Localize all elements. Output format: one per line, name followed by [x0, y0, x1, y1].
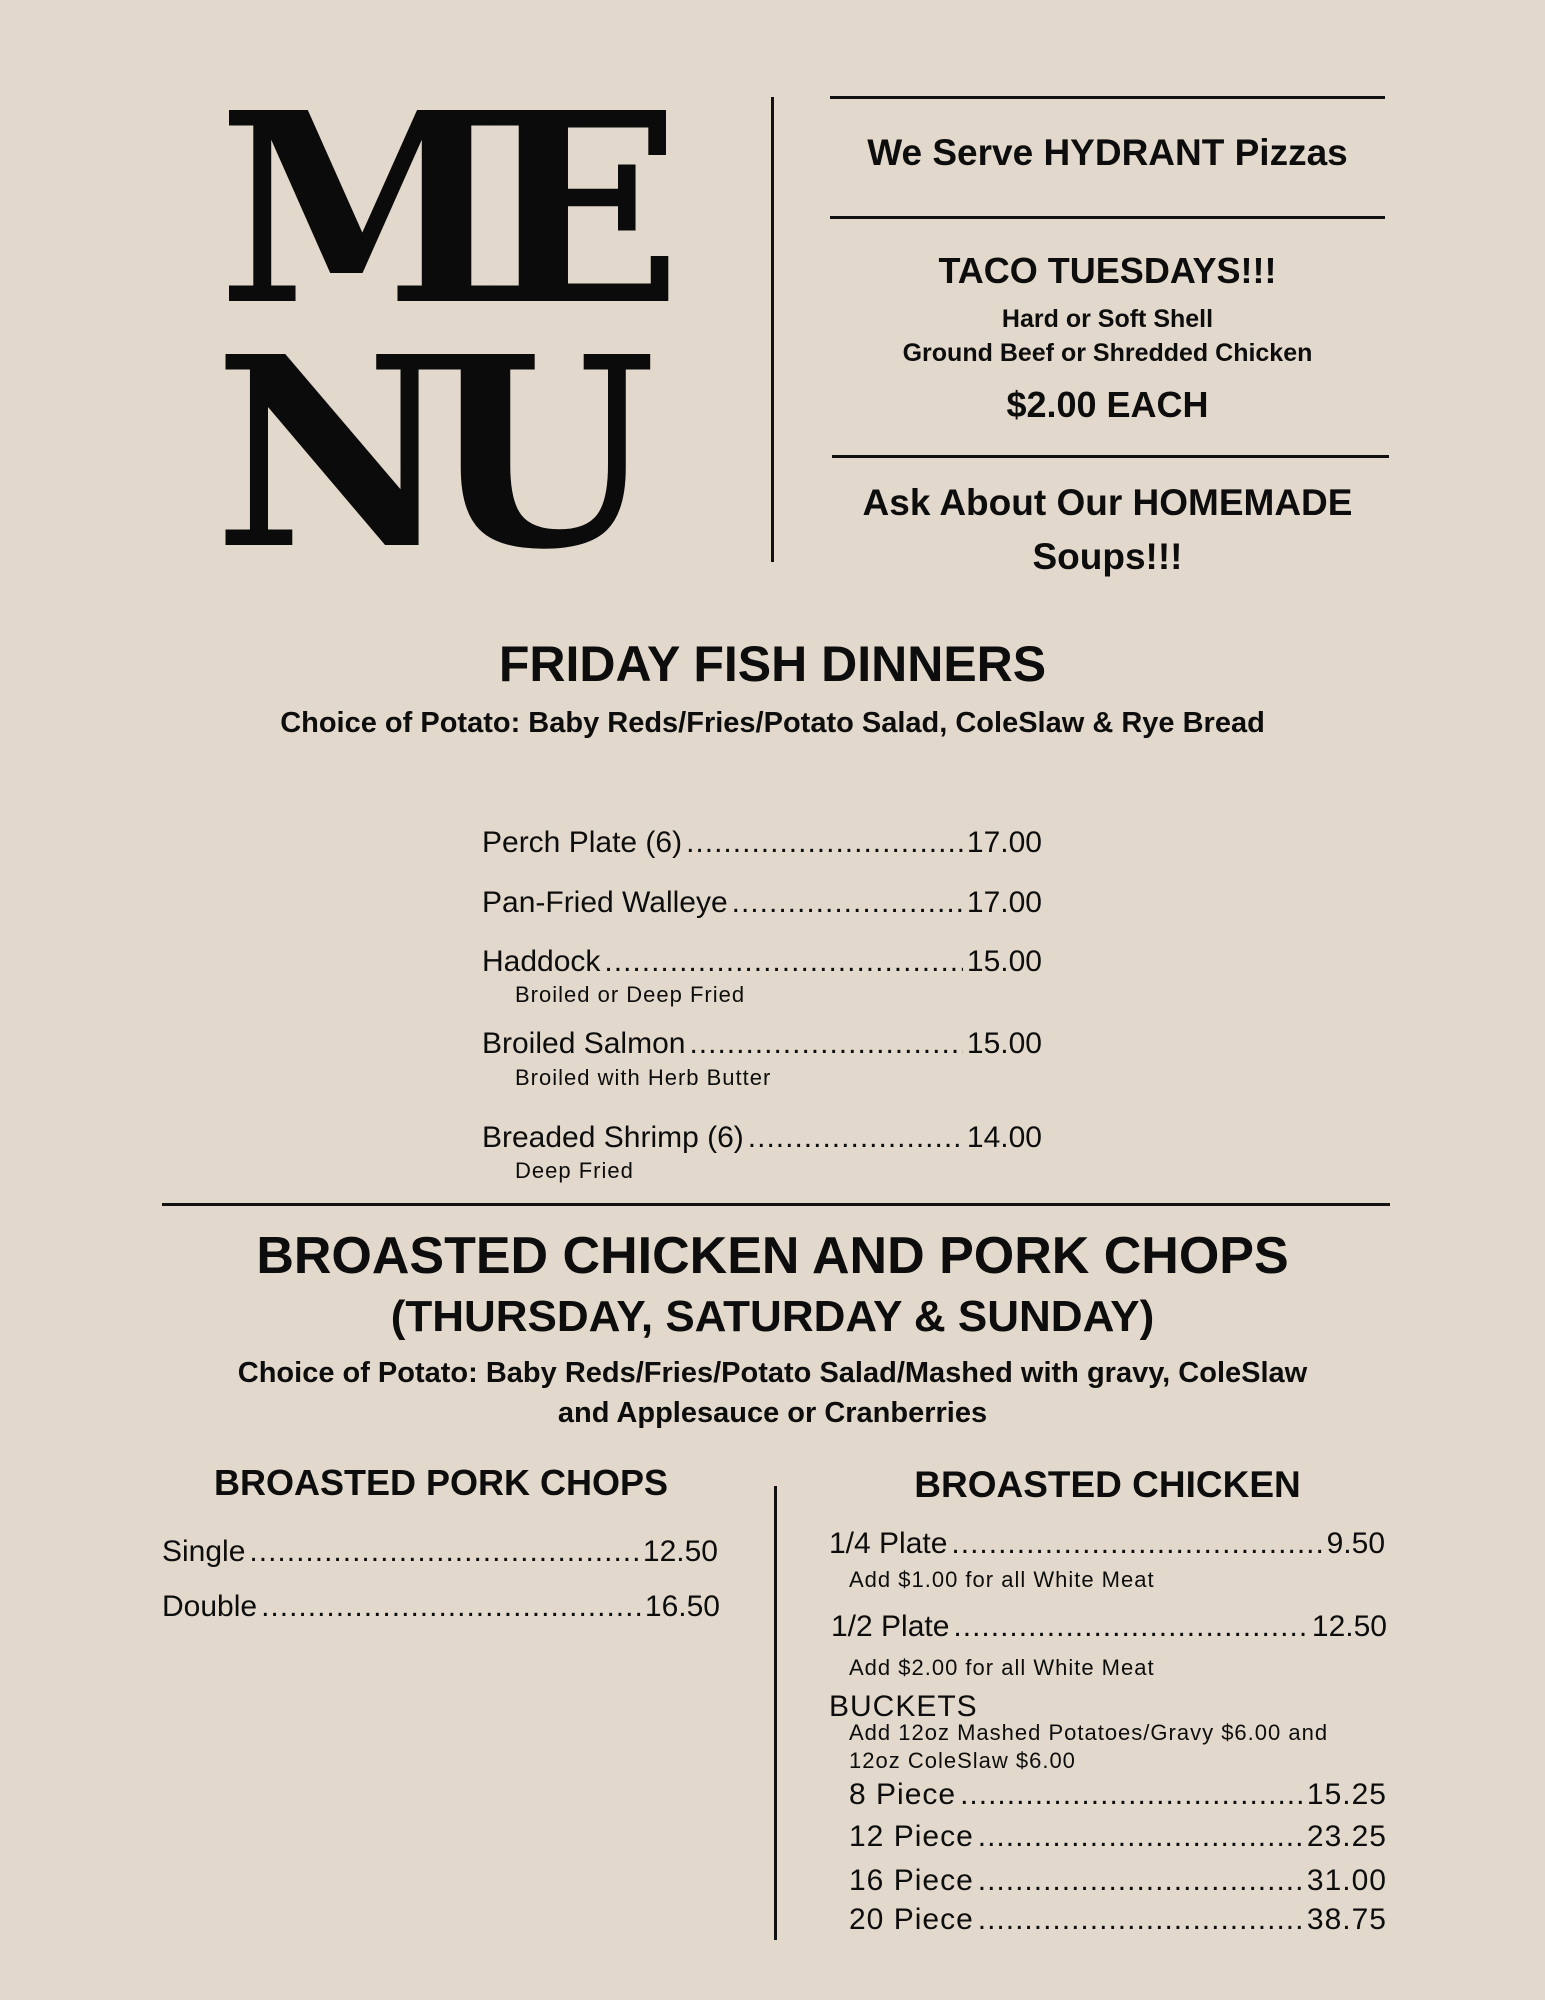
- item-price: 23.25: [1306, 1820, 1387, 1853]
- broasted-subtitle-line1: Choice of Potato: Baby Reds/Fries/Potato Salad/Mashed with gravy, ColeSlaw: [237, 1357, 1308, 1389]
- chicken-note-quarter: Add $1.00 for all White Meat: [849, 1567, 1155, 1592]
- column-divider: [774, 1486, 777, 1940]
- taco-shell: Hard or Soft Shell: [1001, 305, 1214, 333]
- menu-logo-line2: NU: [214, 299, 630, 607]
- item-price: 14.00: [966, 1121, 1042, 1154]
- header-divider: [771, 97, 774, 562]
- item-name: Perch Plate (6): [482, 826, 683, 859]
- leader-dots: [748, 1121, 963, 1155]
- fish-item-shrimp: [482, 1121, 1042, 1155]
- soups-promo-line2: Soups!!!: [1032, 536, 1183, 577]
- buckets-note-line1: Add 12oz Mashed Potatoes/Gravy $6.00 and: [849, 1720, 1329, 1745]
- promo-rule-2: [830, 216, 1385, 219]
- leader-dots: [978, 1864, 1303, 1898]
- buckets-title: BUCKETS: [829, 1690, 978, 1723]
- broasted-title: BROASTED CHICKEN AND PORK CHOPS: [256, 1227, 1289, 1285]
- item-price: 15.00: [966, 1027, 1042, 1060]
- broasted-subtitle-line2: and Applesauce or Cranberries: [557, 1397, 988, 1429]
- fish-item-haddock: [482, 945, 1042, 979]
- chicken-note-half: Add $2.00 for all White Meat: [849, 1655, 1155, 1680]
- fish-note-haddock: Broiled or Deep Fried: [515, 982, 746, 1007]
- pizza-promo: We Serve HYDRANT Pizzas: [867, 132, 1348, 173]
- leader-dots: [686, 826, 963, 860]
- item-name: 20 Piece: [849, 1903, 974, 1936]
- promo-rule-1: [830, 96, 1385, 99]
- item-name: 1/4 Plate: [829, 1527, 948, 1560]
- item-name: Breaded Shrimp (6): [482, 1121, 744, 1154]
- leader-dots: [951, 1527, 1322, 1561]
- item-name: 16 Piece: [849, 1864, 974, 1897]
- soups-promo-line1: Ask About Our HOMEMADE: [862, 482, 1353, 523]
- item-name: Double: [162, 1590, 258, 1623]
- buckets-note-line2: 12oz ColeSlaw $6.00: [849, 1748, 1076, 1773]
- item-price: 12.50: [642, 1535, 718, 1568]
- fish-title: FRIDAY FISH DINNERS: [498, 636, 1047, 692]
- bucket-item-8: [849, 1778, 1387, 1812]
- pork-item-double: [162, 1590, 720, 1624]
- item-price: 31.00: [1306, 1864, 1387, 1897]
- item-price: 9.50: [1326, 1527, 1385, 1560]
- leader-dots: [978, 1903, 1303, 1937]
- pork-title: BROASTED PORK CHOPS: [213, 1462, 669, 1503]
- fish-subtitle: Choice of Potato: Baby Reds/Fries/Potato Salad, ColeSlaw & Rye Bread: [280, 707, 1265, 739]
- broasted-days: (THURSDAY, SATURDAY & SUNDAY): [390, 1292, 1155, 1341]
- menu-logo-line1: ME: [218, 55, 656, 363]
- fish-item-walleye: [482, 886, 1042, 920]
- section-divider: [162, 1203, 1390, 1206]
- leader-dots: [960, 1778, 1303, 1812]
- item-name: Single: [162, 1535, 246, 1568]
- pork-item-single: [162, 1535, 718, 1569]
- item-name: Haddock: [482, 945, 601, 978]
- item-name: 8 Piece: [849, 1778, 957, 1811]
- bucket-item-20: [849, 1903, 1387, 1937]
- chicken-title: BROASTED CHICKEN: [914, 1464, 1301, 1505]
- item-price: 17.00: [966, 886, 1042, 919]
- bucket-item-12: [849, 1820, 1387, 1854]
- fish-note-salmon: Broiled with Herb Butter: [515, 1065, 772, 1090]
- item-price: 15.25: [1306, 1778, 1387, 1811]
- leader-dots: [978, 1820, 1303, 1854]
- bucket-item-16: [849, 1864, 1387, 1898]
- fish-item-salmon: [482, 1027, 1042, 1061]
- taco-price: $2.00 EACH: [1006, 384, 1209, 425]
- taco-filling: Ground Beef or Shredded Chicken: [902, 339, 1313, 367]
- taco-title: TACO TUESDAYS!!!: [938, 250, 1277, 291]
- leader-dots: [261, 1590, 641, 1624]
- item-name: Pan-Fried Walleye: [482, 886, 728, 919]
- leader-dots: [249, 1535, 639, 1569]
- chicken-item-half: [831, 1610, 1387, 1644]
- leader-dots: [604, 945, 963, 979]
- item-price: 38.75: [1306, 1903, 1387, 1936]
- leader-dots: [689, 1027, 962, 1061]
- chicken-item-quarter: [829, 1527, 1385, 1561]
- fish-note-shrimp: Deep Fried: [515, 1158, 634, 1183]
- item-name: 12 Piece: [849, 1820, 974, 1853]
- fish-item-perch: [482, 826, 1042, 860]
- item-price: 17.00: [966, 826, 1042, 859]
- leader-dots: [953, 1610, 1308, 1644]
- item-price: 12.50: [1311, 1610, 1387, 1643]
- item-price: 16.50: [644, 1590, 720, 1623]
- item-name: Broiled Salmon: [482, 1027, 686, 1060]
- leader-dots: [732, 886, 963, 920]
- promo-rule-3: [832, 455, 1389, 458]
- item-name: 1/2 Plate: [831, 1610, 950, 1643]
- item-price: 15.00: [966, 945, 1042, 978]
